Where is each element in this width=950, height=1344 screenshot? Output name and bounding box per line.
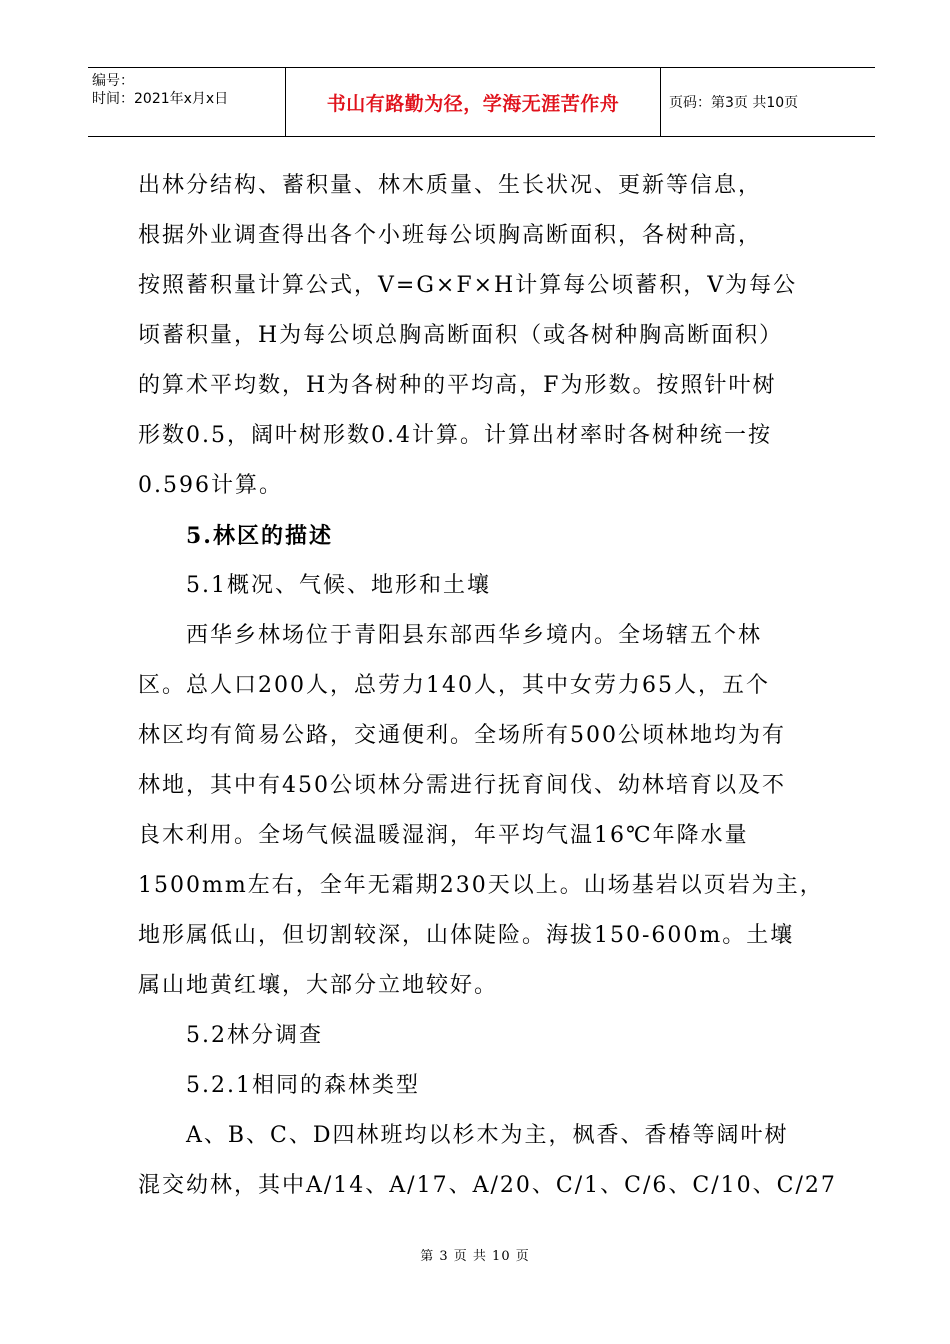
- body-line: 良木利用。全场气候温暖湿润，年平均气温16℃年降水量: [138, 823, 749, 848]
- body-line: 形数0.5，阔叶树形数0.4计算。计算出材率时各树种统一按: [138, 423, 772, 448]
- body-line: 顷蓄积量，H为每公顷总胸高断面积（或各树种胸高断面积）: [138, 323, 784, 348]
- body-line: 属山地黄红壤，大部分立地较好。: [138, 973, 499, 998]
- body-line: 出林分结构、蓄积量、林木质量、生长状况、更新等信息，: [138, 173, 763, 198]
- body-line: 混交幼林，其中A/14、A/17、A/20、C/1、C/6、C/10、C/27: [138, 1173, 837, 1198]
- body-line: 林地，其中有450公顷林分需进行抚育间伐、幼林培育以及不: [138, 773, 786, 798]
- header-motto: 书山有路勤为径，学海无涯苦作舟: [286, 68, 661, 136]
- body-line: 的算术平均数，H为各树种的平均高，F为形数。按照针叶树: [138, 373, 777, 398]
- body-line: 西华乡林场位于青阳县东部西华乡境内。全场辖五个林: [186, 623, 763, 648]
- subsection-heading: 5.1概况、气候、地形和土壤: [186, 573, 491, 598]
- subsection-heading: 5.2.1相同的森林类型: [186, 1073, 420, 1098]
- body-line: 区。总人口200人，总劳力140人，其中女劳力65人，五个: [138, 673, 770, 698]
- body-line: 0.596计算。: [138, 473, 283, 498]
- body-line: 根据外业调查得出各个小班每公顷胸高断面积，各树种高，: [138, 223, 763, 248]
- page-footer: 第 3 页 共 10 页: [420, 1249, 530, 1264]
- header-page-label: 页码：第3页 共10页: [669, 95, 799, 111]
- body-line: 地形属低山，但切割较深，山体陡险。海拔150-600m。土壤: [138, 923, 795, 948]
- number-label: 编号：: [92, 73, 134, 89]
- page-header: [88, 67, 875, 137]
- body-line: 1500mm左右，全年无霜期230天以上。山场基岩以页岩为主，: [138, 873, 824, 898]
- body-line: A、B、C、D四林班均以杉木为主，枫香、香椿等阔叶树: [186, 1123, 789, 1148]
- header-meta: [88, 68, 286, 136]
- subsection-heading: 5.2林分调查: [186, 1023, 323, 1048]
- body-line: 林区均有简易公路，交通便利。全场所有500公顷林地均为有: [138, 723, 786, 748]
- section-heading: 5.林区的描述: [186, 523, 333, 549]
- body-line: 按照蓄积量计算公式，V=G×F×H计算每公顷蓄积，V为每公: [138, 273, 798, 298]
- time-label: 时间：2021年x月x日: [92, 91, 229, 107]
- document-body: [138, 166, 838, 1216]
